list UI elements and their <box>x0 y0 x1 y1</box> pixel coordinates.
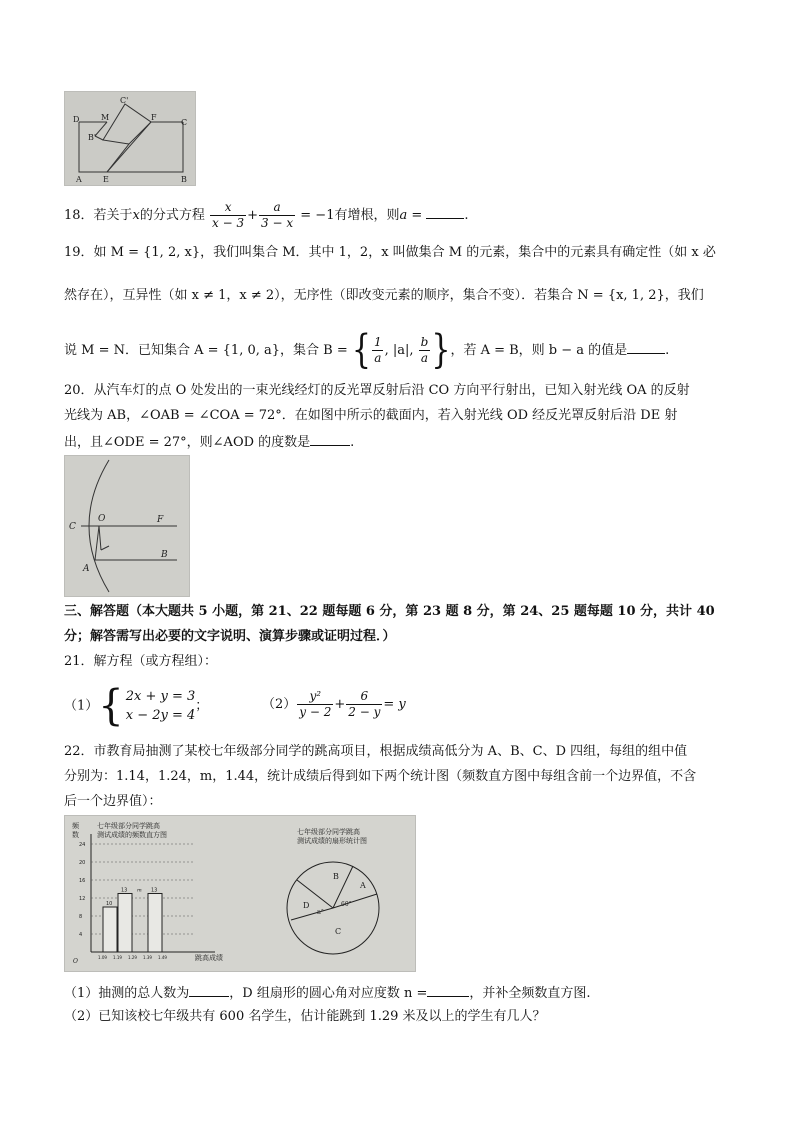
label-c: C <box>181 118 188 127</box>
hist-xtick-label: 1.49 <box>158 955 167 960</box>
hist-bar-label: 10 <box>106 901 113 907</box>
label-f: F <box>151 113 157 122</box>
question-20-line-1: 20．从汽车灯的点 O 处发出的一束光线经灯的反光罩反射后沿 CO 方向平行射出，已知入射光线 OA 的反射 <box>64 383 690 398</box>
hist-bar-label: 13 <box>151 887 158 894</box>
question-19-line-1: 19．如 M = {1, 2, x}，我们叫集合 M．其中 1，2，x 叫做集合 M 的元素，集合中的元素具有确定性（如 x 必 <box>64 245 716 260</box>
hist-origin: O <box>73 958 78 965</box>
label-m: M <box>101 113 110 122</box>
hist-xtick-label: 1.09 <box>98 955 107 960</box>
question-22-line-3: 后一个边界值）： <box>64 794 162 809</box>
hist-xlabel: 跳高成绩 <box>195 954 223 962</box>
question-22-sub-2: （2）已知该校七年级共有 600 名学生，估计能跳到 1.29 米及以上的学生有几人？ <box>64 1009 546 1024</box>
label-cprime: C' <box>120 96 129 105</box>
pie-title-line-1: 七年级部分同学跳高 <box>297 828 360 836</box>
question-21-part-1: （1） { 2x + y = 3 x − 2y = 4 ； <box>64 681 209 731</box>
hist-xtick-label: 1.19 <box>113 955 122 960</box>
question-21-title: 21．解方程（或方程组）： <box>64 654 218 669</box>
hist-ytick-label: 12 <box>79 896 86 902</box>
answer-blank-22-n[interactable] <box>427 982 469 997</box>
question-20-line-3: 出，且∠ODE = 27°，则∠AOD 的度数是 . <box>64 431 354 453</box>
label-e: E <box>103 175 109 184</box>
question-18: 18．若关于x的分式方程 $\frac{x}{x - 3}$ + $\frac{a}{3 - x}$ = −1有增根，则a = . <box>64 200 469 230</box>
answer-blank-19[interactable] <box>627 339 665 354</box>
hist-ytick-label: 8 <box>79 914 83 920</box>
hist-title-line-2: 测试成绩的频数直方图 <box>97 831 167 839</box>
hist-ylabel-1: 频 <box>72 822 79 830</box>
pie-label-a: A <box>360 881 366 890</box>
label-a: A <box>76 175 82 184</box>
fig20-photo <box>64 455 190 597</box>
label-a: A <box>83 564 90 574</box>
label-b: B <box>161 550 168 560</box>
question-22-line-1: 22．市教育局抽测了某校七年级部分同学的跳高项目，根据成绩高低分为 A、B、C、D 四组，每组的组中值 <box>64 744 688 759</box>
hist-ylabel-2: 数 <box>72 831 79 839</box>
pie-label-b: B <box>333 872 339 881</box>
label-o: O <box>98 514 106 524</box>
answer-blank-18[interactable] <box>426 204 464 219</box>
hist-bar-label-m: m <box>137 887 142 894</box>
pie-label-c: C <box>335 927 342 936</box>
fig17-diagram <box>65 92 195 185</box>
label-f: F <box>157 515 164 525</box>
fig20-diagram <box>65 456 189 596</box>
hist-xtick-label: 1.39 <box>143 955 152 960</box>
fraction-2: $\frac{a}{3 - x}$ <box>261 200 294 230</box>
hist-bar <box>118 894 132 953</box>
pie-title-line-2: 测试成绩的扇形统计图 <box>297 837 367 845</box>
question-20-line-2: 光线为 AB，∠OAB = ∠COA = 72°．在如图中所示的截面内，若入射光线 OD 经反光罩反射后沿 DE 射 <box>64 408 678 423</box>
hist-ytick-label: 16 <box>79 878 86 884</box>
section-3-heading-line-2: 分；解答需写出必要的文字说明、演算步骤或证明过程．） <box>64 629 396 644</box>
question-21-part-2: （2） $\frac{\text{y²}}{y - 2}$ + $\frac{6}{2 - y}$ = y <box>262 689 406 719</box>
hist-title-line-1: 七年级部分同学跳高 <box>97 822 160 830</box>
question-22-line-2: 分别为：1.14，1.24，m，1.44，统计成绩后得到如下两个统计图（频数直方图中每组含前一个边界值，不含 <box>64 769 697 784</box>
answer-blank-20[interactable] <box>310 431 350 446</box>
question-22-sub-1: （1）抽测的总人数为 ，D 组扇形的圆心角对应度数 n = ，并补全频数直方图. <box>64 982 591 1004</box>
label-b: B <box>181 175 187 184</box>
pie-label-n: n° <box>317 909 324 916</box>
fraction-1: $\frac{x}{x - 3}$ <box>212 200 245 230</box>
question-19-line-3: 说 M = N．已知集合 A = {1, 0, a}，集合 B = { $\frac{1}{a}$ , |a|, $\frac{b}{a}$ }，若 A = B，则 b − a 的值是 . <box>64 327 670 373</box>
section-3-heading-line-1: 三、解答题（本大题共 5 小题，第 21、22 题每题 6 分，第 23 题 8 分，第 24、25 题每题 10 分，共计 40 <box>64 604 715 619</box>
hist-bar <box>103 907 117 952</box>
pie-label-60: 60° <box>341 901 352 908</box>
label-c: C <box>69 522 76 532</box>
stats-photo <box>64 815 416 972</box>
hist-bar-label: 13 <box>121 887 128 894</box>
stats-charts <box>65 816 415 971</box>
hist-xtick-label: 1.29 <box>128 955 137 960</box>
hist-ytick-label: 24 <box>79 842 86 848</box>
hist-bar <box>148 894 162 953</box>
hist-ytick-label: 20 <box>79 860 86 866</box>
hist-ytick-label: 4 <box>79 932 83 938</box>
answer-blank-22-total[interactable] <box>189 982 229 997</box>
pie-label-d: D <box>303 901 310 910</box>
fig17-photo <box>64 91 196 186</box>
question-19-line-2: 然存在），互异性（如 x ≠ 1，x ≠ 2），无序性（即改变元素的顺序，集合不变）．若集合 N = {x, 1, 2}，我们 <box>64 288 704 303</box>
label-d: D <box>73 115 80 124</box>
label-bprime: B' <box>88 133 97 142</box>
